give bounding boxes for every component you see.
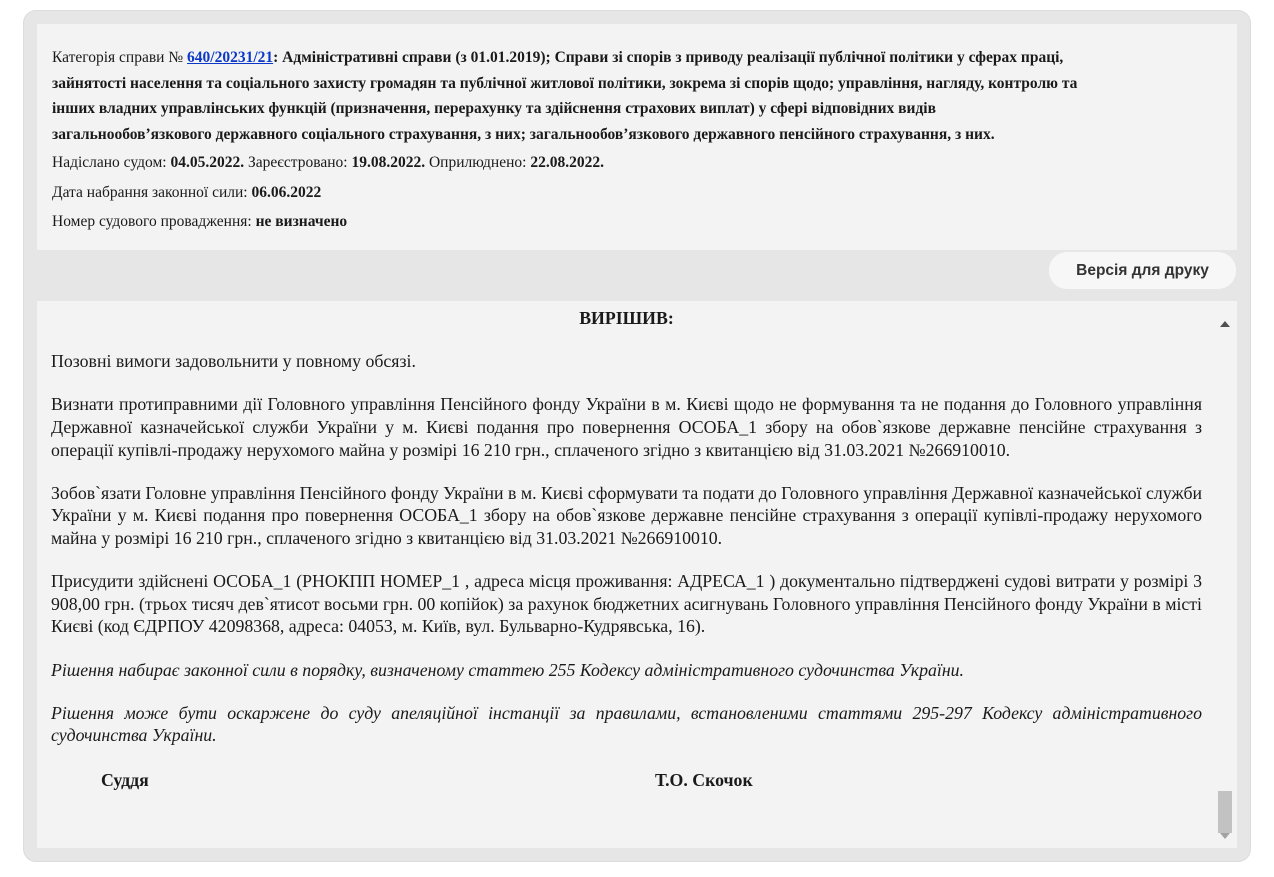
case-category — [52, 45, 1223, 71]
case-info-panel — [37, 24, 1237, 250]
paragraph: Присудити здійснені ОСОБА_1 (РНОКПП НОМЕР_1 , адреса місця проживання: АДРЕСА_1 ) документально підтверджені судові витрати у розмірі 3 908,00 грн. (трьох тисяч дев`ятисот восьми грн. 00 копійок) за рахунок бюджетних асигнувань Головного управління Пенсійного фонду України в місті Києві (код ЄДРПОУ 42098368, адреса: 04053, м. Київ, вул. Бульварно-Кудрявська, 16). — [51, 571, 1202, 637]
dates-row — [52, 149, 1223, 177]
document-viewer[interactable] — [37, 301, 1237, 848]
legal-force-date: 06.06.2022 — [251, 183, 322, 201]
document-text — [51, 301, 1202, 793]
paragraph: Визнати протиправними дії Головного управління Пенсійного фонду України в м. Києві щодо не формування та не подання до Головного управління Державної казначейської служби України у м. Києві подання про повернення ОСОБА_1 збору на обов`язкове державне пенсійне страхування з операції купівлі-продажу нерухомого майна у розмірі 16 210 грн., сплаченого згідно з квитанцією від 31.03.2021 №266910010. — [51, 394, 1202, 460]
judge-label: Суддя — [101, 769, 149, 790]
registered-date: 19.08.2022. — [351, 154, 426, 171]
category-line — [52, 71, 1223, 97]
judge-name: Т.О. Скочок — [655, 769, 753, 790]
category-line-2: інших владних управлінських функцій (призначення, перерахунку та здійснення страхових виплат) у сфері відповідних видів — [52, 100, 936, 117]
scroll-down-arrow-icon[interactable] — [1220, 833, 1230, 839]
proceeding-row — [52, 208, 1223, 236]
legal-force-row — [52, 179, 1223, 207]
scrollbar-thumb[interactable] — [1218, 791, 1232, 833]
legal-force-label: Дата набрання законної сили: — [52, 183, 248, 201]
category-line — [52, 96, 1223, 122]
italic-paragraph: Рішення може бути оскаржене до суду апеляційної інстанції за правилами, встановленими статтями 295-297 Кодексу адміністративного судочинства України. — [51, 702, 1202, 746]
category-line — [52, 122, 1223, 148]
decision-heading: ВИРІШИВ: — [579, 308, 674, 328]
category-label: Категорія справи № — [52, 49, 184, 66]
published-date: 22.08.2022. — [530, 154, 604, 171]
case-number-link[interactable]: 640/20231/21 — [187, 49, 274, 66]
scroll-up-arrow-icon[interactable] — [1220, 321, 1230, 327]
signature-row — [51, 769, 1202, 793]
vertical-scrollbar[interactable] — [1213, 301, 1237, 848]
published-label: Оприлюднено: — [428, 154, 527, 171]
category-text: : Адміністративні справи (з 01.01.2019); Справи зі спорів з приводу реалізації публічної політики у сферах праці, — [273, 49, 1064, 66]
proceeding-label: Номер судового провадження: — [52, 213, 252, 230]
italic-paragraph: Рішення набирає законної сили в порядку, визначеному статтею 255 Кодексу адміністративного судочинства України. — [51, 659, 964, 680]
proceeding-value: не визначено — [255, 213, 348, 230]
sent-label: Надіслано судом: — [52, 154, 167, 171]
print-version-button[interactable]: Версія для друку — [1049, 252, 1236, 289]
registered-label: Зареєстровано: — [247, 154, 348, 171]
sent-date: 04.05.2022. — [170, 154, 245, 171]
category-line-1: зайнятості населення та соціального захисту громадян та публічної житлової політики, зокрема зі спорів щодо; управління, нагляду, контролю та — [52, 74, 1078, 92]
page-container — [24, 11, 1250, 861]
category-line-3: загальнообов’язкового державного соціального страхування, з них; загальнообов’язкового державного пенсійного страхування, з них. — [52, 125, 995, 143]
paragraph: Зобов`язати Головне управління Пенсійного фонду України в м. Києві сформувати та подати до Головного управління Державної казначейської служби України у м. Києві подання про повернення ОСОБА_1 збору на обов`язкове державне пенсійне страхування з операції купівлі-продажу нерухомого майна у розмірі 16 210 грн., сплаченого згідно з квитанцією від 31.03.2021 №266910010. — [51, 482, 1203, 548]
paragraph: Позовні вимоги задовольнити у повному обсязі. — [51, 351, 416, 372]
